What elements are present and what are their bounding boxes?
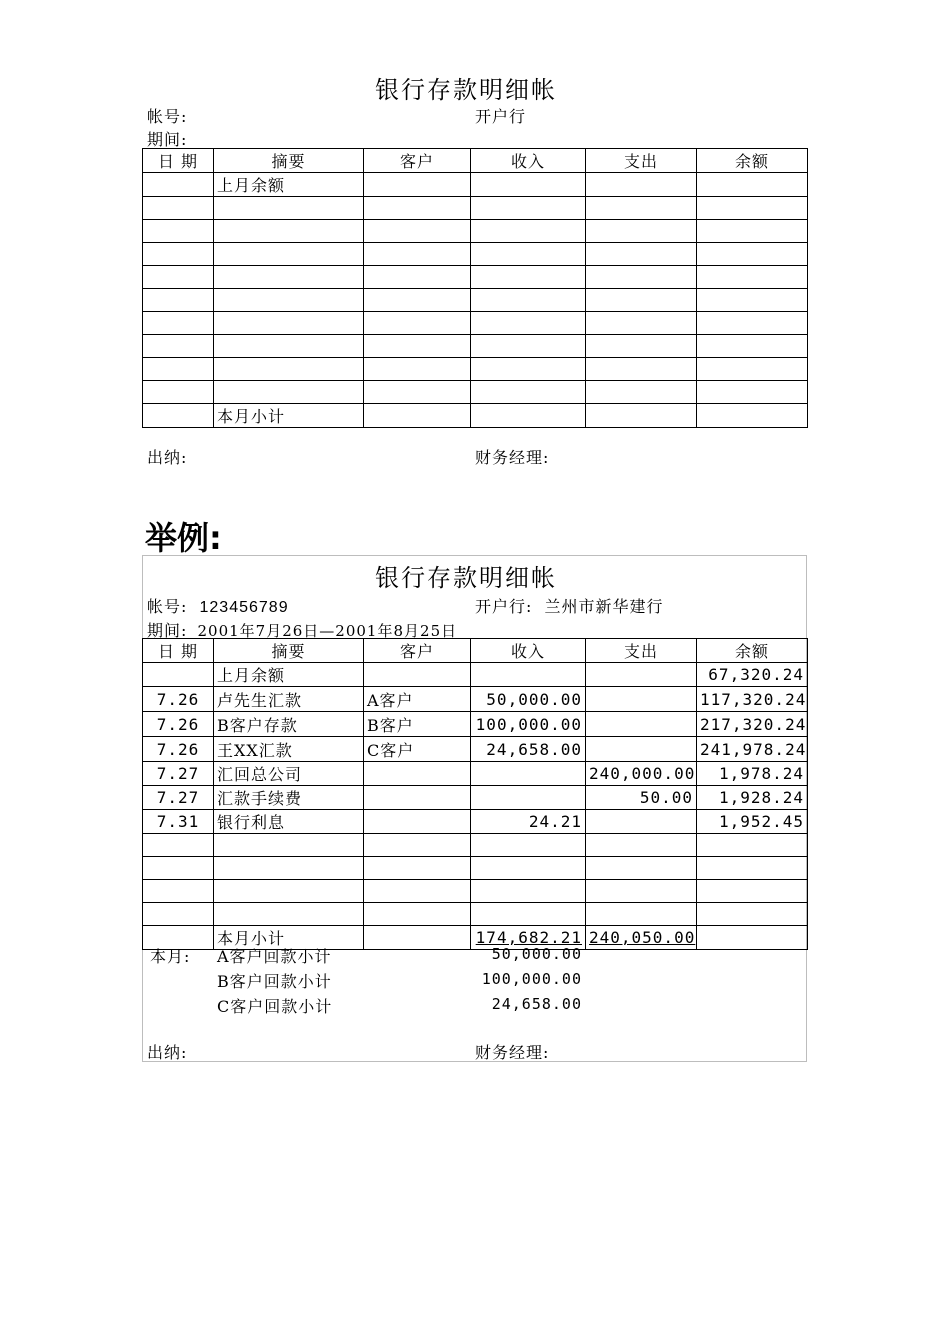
cell[interactable] <box>364 404 471 428</box>
cell[interactable] <box>364 381 471 404</box>
cell[interactable] <box>586 173 697 197</box>
cell[interactable] <box>471 220 586 243</box>
customer-total-label: B客户回款小计 <box>217 972 332 991</box>
cell[interactable] <box>364 857 471 880</box>
example-manager-label: 财务经理: <box>475 1043 550 1062</box>
cell[interactable] <box>364 903 471 926</box>
row-expense: 240,000.00 <box>586 762 697 786</box>
header-summary: 摘要 <box>214 639 364 663</box>
row-summary: 银行利息 <box>214 810 364 834</box>
row-balance: 67,320.24 <box>697 663 808 687</box>
row-balance: 241,978.24 <box>697 737 808 762</box>
row-expense <box>586 810 697 834</box>
bank-value: 兰州市新华建行 <box>544 597 664 616</box>
subtotal-expense <box>586 926 697 950</box>
cell[interactable] <box>214 197 364 220</box>
row-date: 7.26 <box>143 687 214 712</box>
row-balance: 1,928.24 <box>697 786 808 810</box>
header-income: 收入 <box>471 149 586 173</box>
row-date <box>143 663 214 687</box>
example-form-title: 银行存款明细帐 <box>375 564 557 592</box>
cell[interactable] <box>586 289 697 312</box>
customer-total-value: 24,658.00 <box>491 995 582 1013</box>
header-balance: 余额 <box>697 639 808 663</box>
row-customer <box>364 762 471 786</box>
blank-bank-label: 开户行 <box>475 107 527 126</box>
cell[interactable] <box>586 358 697 381</box>
table-row <box>143 335 808 358</box>
header-date: 日 期 <box>143 149 214 173</box>
cell[interactable] <box>471 834 586 857</box>
blank-cashier-label: 出纳: <box>147 448 188 467</box>
cell[interactable] <box>143 266 214 289</box>
row-income <box>471 663 586 687</box>
blank-ledger-table <box>142 148 808 428</box>
row-summary: 卢先生汇款 <box>214 687 364 712</box>
cell[interactable] <box>697 834 808 857</box>
example-heading: 举例: <box>145 519 222 557</box>
header-customer: 客户 <box>364 149 471 173</box>
blank-form-title: 银行存款明细帐 <box>375 76 557 104</box>
header-summary: 摘要 <box>214 149 364 173</box>
row-income: 100,000.00 <box>471 712 586 737</box>
table-row <box>143 712 808 737</box>
cell[interactable] <box>364 289 471 312</box>
row-date: 7.26 <box>143 737 214 762</box>
table-row <box>143 266 808 289</box>
cell[interactable] <box>586 880 697 903</box>
cell[interactable] <box>471 404 586 428</box>
cell[interactable] <box>143 857 214 880</box>
account-label: 帐号: <box>147 597 188 616</box>
row-summary: 上月余额 <box>214 663 364 687</box>
cell[interactable] <box>143 220 214 243</box>
row-income <box>471 786 586 810</box>
cell[interactable] <box>586 834 697 857</box>
row-income: 24,658.00 <box>471 737 586 762</box>
customer-total-value: 100,000.00 <box>481 970 582 988</box>
row-customer <box>364 786 471 810</box>
customer-total-label: C客户回款小计 <box>217 997 333 1016</box>
cell[interactable] <box>697 381 808 404</box>
cell[interactable] <box>364 220 471 243</box>
blank-account-label: 帐号: <box>147 107 188 126</box>
table-row <box>143 687 808 712</box>
cell[interactable] <box>697 243 808 266</box>
row-summary: 王XX汇款 <box>214 737 364 762</box>
account-value: 123456789 <box>199 599 289 616</box>
blank-opening-row <box>143 173 808 197</box>
cell[interactable] <box>697 404 808 428</box>
cell[interactable] <box>471 266 586 289</box>
cell[interactable] <box>214 312 364 335</box>
table-row <box>143 810 808 834</box>
cell[interactable] <box>364 197 471 220</box>
cell[interactable] <box>143 903 214 926</box>
opening-balance-label: 上月余额 <box>214 173 364 197</box>
cell[interactable] <box>586 266 697 289</box>
cell[interactable] <box>143 404 214 428</box>
cell[interactable] <box>214 266 364 289</box>
row-expense <box>586 737 697 762</box>
bank-label: 开户行: <box>475 597 533 616</box>
table-row <box>143 786 808 810</box>
row-expense <box>586 687 697 712</box>
example-header-row <box>143 639 808 663</box>
header-income: 收入 <box>471 639 586 663</box>
cell[interactable] <box>214 834 364 857</box>
cell[interactable] <box>471 903 586 926</box>
row-income: 24.21 <box>471 810 586 834</box>
row-customer: B客户 <box>364 712 471 737</box>
cell[interactable] <box>586 335 697 358</box>
month-label: 本月: <box>150 947 191 966</box>
cell[interactable] <box>586 312 697 335</box>
row-income: 50,000.00 <box>471 687 586 712</box>
customer-total-label: A客户回款小计 <box>217 947 332 966</box>
cell[interactable] <box>697 880 808 903</box>
blank-period-label: 期间: <box>147 130 188 149</box>
table-row <box>143 220 808 243</box>
cell[interactable] <box>586 404 697 428</box>
row-balance: 1,952.45 <box>697 810 808 834</box>
row-expense <box>586 712 697 737</box>
cell[interactable] <box>471 358 586 381</box>
row-balance: 1,978.24 <box>697 762 808 786</box>
cell[interactable] <box>697 358 808 381</box>
row-expense: 50.00 <box>586 786 697 810</box>
cell[interactable] <box>364 358 471 381</box>
row-customer: C客户 <box>364 737 471 762</box>
cell[interactable] <box>143 243 214 266</box>
table-row <box>143 880 808 903</box>
cell[interactable] <box>586 243 697 266</box>
cell[interactable] <box>697 312 808 335</box>
table-row <box>143 289 808 312</box>
cell[interactable] <box>143 358 214 381</box>
cell[interactable] <box>471 857 586 880</box>
table-row <box>143 243 808 266</box>
row-summary: 汇回总公司 <box>214 762 364 786</box>
cell[interactable] <box>471 197 586 220</box>
cell[interactable] <box>214 358 364 381</box>
subtotal-expense-value: 240,050.00 <box>589 928 696 947</box>
cell[interactable] <box>586 381 697 404</box>
cell[interactable] <box>214 289 364 312</box>
subtotal-income-value: 174,682.21 <box>475 928 582 947</box>
cell[interactable] <box>143 834 214 857</box>
cell[interactable] <box>364 880 471 903</box>
cell[interactable] <box>697 266 808 289</box>
cell[interactable] <box>471 312 586 335</box>
cell[interactable] <box>364 312 471 335</box>
header-expense: 支出 <box>586 149 697 173</box>
table-row <box>143 903 808 926</box>
row-customer: A客户 <box>364 687 471 712</box>
subtotal-label: 本月小计 <box>214 404 364 428</box>
cell[interactable] <box>364 335 471 358</box>
table-row <box>143 834 808 857</box>
subtotal-label: 本月小计 <box>214 926 364 950</box>
cell[interactable] <box>586 903 697 926</box>
example-account-label <box>147 594 289 617</box>
cell[interactable] <box>143 335 214 358</box>
cell[interactable] <box>471 173 586 197</box>
cell[interactable] <box>471 880 586 903</box>
cell[interactable] <box>697 335 808 358</box>
cell[interactable] <box>471 381 586 404</box>
cell[interactable] <box>364 926 471 950</box>
row-customer <box>364 810 471 834</box>
cell[interactable] <box>586 220 697 243</box>
cell[interactable] <box>143 312 214 335</box>
period-label: 期间: <box>147 621 188 640</box>
cell[interactable] <box>697 197 808 220</box>
cell[interactable] <box>697 220 808 243</box>
row-date: 7.26 <box>143 712 214 737</box>
table-row <box>143 197 808 220</box>
cell[interactable] <box>471 335 586 358</box>
table-row <box>143 358 808 381</box>
cell[interactable] <box>697 173 808 197</box>
cell[interactable] <box>143 289 214 312</box>
blank-manager-label: 财务经理: <box>475 448 550 467</box>
table-row <box>143 762 808 786</box>
row-income <box>471 762 586 786</box>
cell[interactable] <box>214 335 364 358</box>
cell[interactable] <box>143 197 214 220</box>
blank-header-row <box>143 149 808 173</box>
cell[interactable] <box>143 880 214 903</box>
cell[interactable] <box>586 857 697 880</box>
header-customer: 客户 <box>364 639 471 663</box>
row-customer <box>364 663 471 687</box>
cell[interactable] <box>697 289 808 312</box>
row-date: 7.27 <box>143 762 214 786</box>
table-row <box>143 737 808 762</box>
cell[interactable] <box>143 173 214 197</box>
blank-subtotal-row <box>143 404 808 428</box>
example-cashier-label: 出纳: <box>147 1043 188 1062</box>
table-row <box>143 857 808 880</box>
cell[interactable] <box>364 834 471 857</box>
cell[interactable] <box>471 289 586 312</box>
cell[interactable] <box>697 926 808 950</box>
cell[interactable] <box>364 173 471 197</box>
cell[interactable] <box>214 381 364 404</box>
cell[interactable] <box>697 903 808 926</box>
table-row <box>143 312 808 335</box>
cell[interactable] <box>214 243 364 266</box>
header-balance: 余额 <box>697 149 808 173</box>
row-summary: 汇款手续费 <box>214 786 364 810</box>
cell[interactable] <box>697 857 808 880</box>
row-expense <box>586 663 697 687</box>
cell[interactable] <box>364 243 471 266</box>
table-row <box>143 381 808 404</box>
row-summary: B客户存款 <box>214 712 364 737</box>
table-row <box>143 663 808 687</box>
cell[interactable] <box>143 381 214 404</box>
example-bank <box>475 594 664 617</box>
header-date: 日 期 <box>143 639 214 663</box>
row-balance: 217,320.24 <box>697 712 808 737</box>
cell[interactable] <box>214 880 364 903</box>
cell[interactable] <box>214 903 364 926</box>
cell[interactable] <box>214 220 364 243</box>
period-value: 2001年7月26日—2001年8月25日 <box>197 622 458 640</box>
cell[interactable] <box>586 197 697 220</box>
header-expense: 支出 <box>586 639 697 663</box>
cell[interactable] <box>364 266 471 289</box>
row-date: 7.31 <box>143 810 214 834</box>
row-date: 7.27 <box>143 786 214 810</box>
cell[interactable] <box>214 857 364 880</box>
example-ledger-table <box>142 638 808 950</box>
customer-total-value: 50,000.00 <box>491 945 582 963</box>
cell[interactable] <box>471 243 586 266</box>
row-balance: 117,320.24 <box>697 687 808 712</box>
